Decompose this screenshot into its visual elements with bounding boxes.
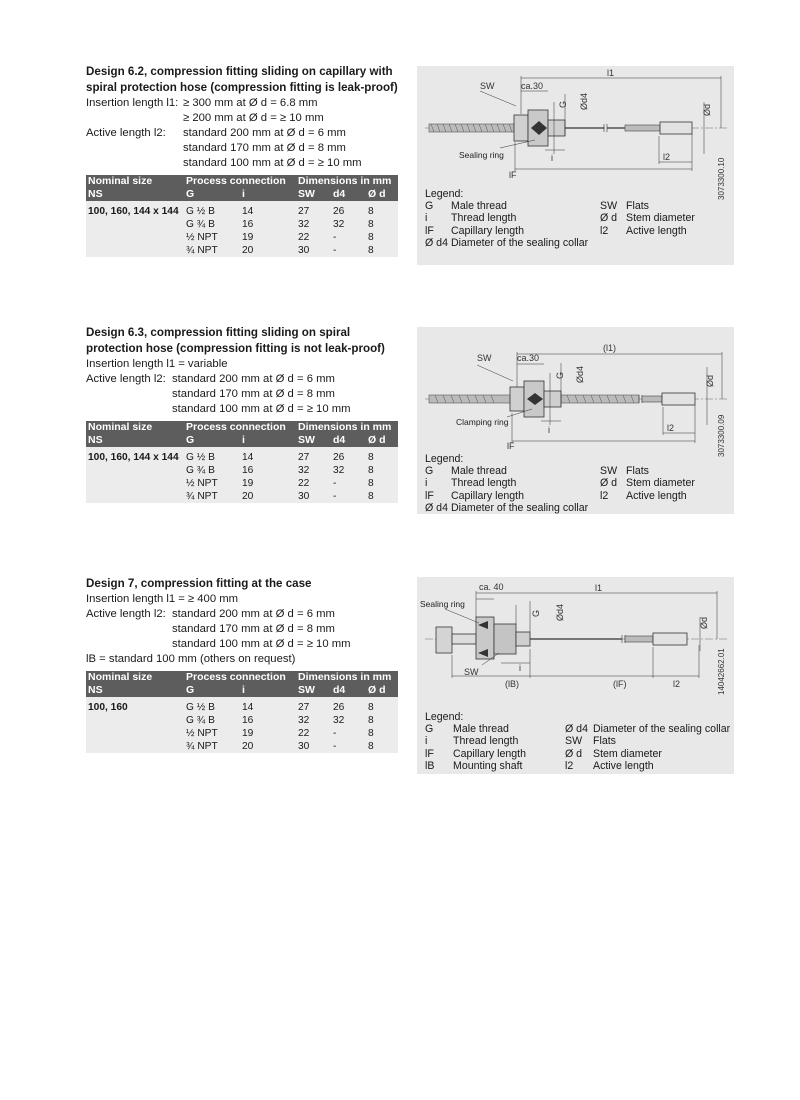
header-d: Ø d <box>368 434 386 446</box>
active-value: standard 100 mm at Ø d = ≥ 10 mm <box>183 157 362 169</box>
table-cell: 14 <box>240 203 296 218</box>
ns-cell: 100, 160 <box>86 699 184 714</box>
legend-text: Stem diameter <box>593 747 662 760</box>
design-7-diagram <box>417 577 734 774</box>
legend-symbol: lF <box>425 489 434 502</box>
table-cell: 32 <box>298 715 310 726</box>
table-row <box>86 231 398 244</box>
label-lf: lF <box>509 170 517 180</box>
table-cell: 20 <box>242 491 254 502</box>
table-cell: 30 <box>298 491 310 502</box>
header-d4: d4 <box>333 684 346 696</box>
label-d: Ød <box>699 616 709 629</box>
table-row <box>86 244 398 257</box>
label-d4: Ød4 <box>555 603 565 621</box>
table-cell: 19 <box>242 478 254 489</box>
table-cell: 22 <box>298 232 310 243</box>
label-d4: Ød4 <box>579 92 589 110</box>
table-row <box>86 218 398 231</box>
ns-cell: 100, 160, 144 x 144 <box>86 203 184 218</box>
dimensions-table <box>86 671 398 753</box>
legend-symbol: SW <box>600 200 618 213</box>
legend-text: Stem diameter <box>626 477 695 490</box>
label-ca: ca. 40 <box>479 582 504 592</box>
header-i: i <box>242 188 245 200</box>
design-6-3-text <box>86 325 406 503</box>
insertion-value: = variable <box>178 358 228 370</box>
table-cell: 16 <box>242 219 254 230</box>
header-sw: SW <box>298 684 315 696</box>
header-nominal-size: Nominal size <box>88 175 153 187</box>
legend-text: Flats <box>626 200 649 213</box>
legend-text: Stem diameter <box>626 212 695 225</box>
legend-text: Active length <box>593 759 654 772</box>
table-cell: 27 <box>296 203 331 218</box>
label-l2: l2 <box>667 423 675 433</box>
insertion-label: Insertion length l1 <box>86 593 176 605</box>
ns-cell: 100, 160, 144 x 144 <box>86 449 184 464</box>
doc-number: 14042662.01 <box>717 648 726 695</box>
table-cell: 8 <box>368 491 374 502</box>
header-g: G <box>186 188 195 200</box>
table-cell: ½ NPT <box>186 232 218 243</box>
table-cell: 8 <box>366 203 398 218</box>
header-ns: NS <box>88 188 103 200</box>
table-cell: 32 <box>333 715 345 726</box>
spec-block <box>86 592 406 667</box>
active-label: Active length l2: <box>86 373 166 385</box>
table-cell: 26 <box>331 449 366 464</box>
legend-text: Diameter of the sealing collar <box>451 236 589 249</box>
header-nominal-size: Nominal size <box>88 671 153 683</box>
table-cell: 32 <box>333 465 345 476</box>
active-value: standard 200 mm at Ø d = 6 mm <box>172 608 335 620</box>
header-process-connection: Process connection <box>186 175 286 187</box>
label-l2: l2 <box>673 679 681 689</box>
legend <box>425 453 725 514</box>
table-cell: 16 <box>242 465 254 476</box>
header-sw: SW <box>298 434 315 446</box>
header-nominal-size: Nominal size <box>88 421 153 433</box>
legend-symbol: l2 <box>600 489 609 502</box>
legend-text: Capillary length <box>451 489 525 502</box>
active-value: standard 170 mm at Ø d = 8 mm <box>172 388 335 400</box>
insertion-label: Insertion length l1 <box>86 358 176 370</box>
table-cell: - <box>333 728 337 739</box>
section-title: Design 6.3, compression fitting sliding on spiral protection hose (compression fitting is not leak-proof) <box>86 326 385 355</box>
table-row <box>86 714 398 727</box>
legend-text: Mounting shaft <box>453 759 523 772</box>
legend-text: Diameter of the sealing collar <box>451 501 589 514</box>
table-row <box>86 490 398 503</box>
header-dimensions: Dimensions in mm <box>298 421 392 433</box>
table-cell: - <box>333 478 337 489</box>
table-row <box>86 699 398 714</box>
header-ns: NS <box>88 434 103 446</box>
table-cell: 8 <box>368 245 374 256</box>
table-cell: 32 <box>298 465 310 476</box>
insertion-value: = ≥ 400 mm <box>178 593 239 605</box>
table-cell: - <box>333 245 337 256</box>
header-i: i <box>242 684 245 696</box>
legend-symbol: lF <box>425 224 434 237</box>
legend-text: Thread length <box>453 735 519 748</box>
label-g: G <box>558 100 568 108</box>
table-cell: 22 <box>298 728 310 739</box>
label-lf: (lF) <box>613 679 627 689</box>
active-label: Active length l2: <box>86 608 166 620</box>
table-cell: 27 <box>296 449 331 464</box>
table-cell: 8 <box>368 219 374 230</box>
legend-symbol: G <box>425 723 434 736</box>
header-d4: d4 <box>333 188 346 200</box>
table-cell: G ¾ B <box>186 219 215 230</box>
label-d: Ød <box>705 374 715 387</box>
table-cell: 20 <box>242 245 254 256</box>
label-l1: l1 <box>607 68 615 78</box>
section-title: Design 7, compression fitting at the case <box>86 577 312 590</box>
legend-title: Legend: <box>425 711 464 723</box>
label-l1: (l1) <box>603 343 616 353</box>
legend-title: Legend: <box>425 188 464 200</box>
legend-symbol: i <box>425 212 428 225</box>
header-ns: NS <box>88 684 103 696</box>
table-cell: 8 <box>368 728 374 739</box>
legend-symbol: l2 <box>565 759 574 772</box>
label-d: Ød <box>702 103 712 116</box>
section-title: Design 6.2, compression fitting sliding on capillary with spiral protection hose (compression fitting is leak-proof) <box>86 65 398 94</box>
table-row <box>86 740 398 753</box>
table-row <box>86 464 398 477</box>
legend-symbol: G <box>425 465 434 478</box>
table-cell: 27 <box>296 699 331 714</box>
legend-symbol: SW <box>565 735 583 748</box>
legend-text: Male thread <box>451 200 507 213</box>
legend-text: Capillary length <box>453 747 527 760</box>
label-ring: Sealing ring <box>420 599 465 609</box>
legend-text: Diameter of the sealing collar <box>593 723 731 736</box>
table-cell: G ½ B <box>184 203 240 218</box>
legend-symbol: G <box>425 200 434 213</box>
table-cell: G ¾ B <box>186 465 215 476</box>
header-d: Ø d <box>368 188 386 200</box>
header-sw: SW <box>298 188 315 200</box>
dimensions-table <box>86 421 398 503</box>
legend-symbol: Ø d <box>600 212 618 225</box>
legend-symbol: i <box>425 735 428 748</box>
table-cell: 8 <box>366 699 398 714</box>
legend-symbol: Ø d <box>565 747 583 760</box>
legend-symbol: SW <box>600 465 618 478</box>
dimensions-table <box>86 175 398 257</box>
table-cell: 14 <box>240 449 296 464</box>
label-l1: l1 <box>595 583 603 593</box>
table-cell: - <box>333 491 337 502</box>
insertion-label: Insertion length l1: <box>86 97 179 109</box>
label-d4: Ød4 <box>575 365 585 383</box>
header-d4: d4 <box>333 434 346 446</box>
table-cell: ¾ NPT <box>186 491 218 502</box>
label-sw: SW <box>477 353 492 363</box>
legend-text: Thread length <box>451 477 517 490</box>
label-i: i <box>551 153 553 163</box>
table-cell: 8 <box>368 715 374 726</box>
legend-text: Active length <box>626 224 687 237</box>
label-lf: lF <box>507 441 515 451</box>
label-ring: Sealing ring <box>459 150 504 160</box>
table-cell: ½ NPT <box>186 478 218 489</box>
legend-symbol: Ø d <box>600 477 618 490</box>
table-cell: 26 <box>331 203 366 218</box>
insertion-value: ≥ 300 mm at Ø d = 6.8 mm <box>183 97 318 109</box>
insertion-value: ≥ 200 mm at Ø d = ≥ 10 mm <box>183 112 324 124</box>
table-row <box>86 449 398 464</box>
table-cell: ¾ NPT <box>186 245 218 256</box>
legend-text: Capillary length <box>451 224 525 237</box>
header-dimensions: Dimensions in mm <box>298 671 392 683</box>
label-lb: (lB) <box>505 679 519 689</box>
table-row <box>86 203 398 218</box>
header-d: Ø d <box>368 684 386 696</box>
doc-number: 3073300.09 <box>717 414 726 457</box>
table-cell: 26 <box>331 699 366 714</box>
spec-block <box>86 96 406 171</box>
design-7-text <box>86 576 406 753</box>
table-cell: 14 <box>240 699 296 714</box>
legend-text: Flats <box>626 465 649 478</box>
table-cell: ¾ NPT <box>186 741 218 752</box>
table-cell: 22 <box>298 478 310 489</box>
legend <box>425 711 735 772</box>
active-value: standard 170 mm at Ø d = 8 mm <box>172 623 335 635</box>
table-cell: G ½ B <box>184 699 240 714</box>
table-cell: 30 <box>298 245 310 256</box>
label-g: G <box>555 371 565 379</box>
table-cell: 8 <box>368 465 374 476</box>
table-row <box>86 477 398 490</box>
table-cell: 8 <box>368 741 374 752</box>
design-6-2-diagram <box>417 66 734 265</box>
legend-text: Flats <box>593 735 616 748</box>
design-6-2-text <box>86 64 406 257</box>
label-ca: ca.30 <box>521 81 544 91</box>
legend-symbol: lF <box>425 747 434 760</box>
label-i: i <box>548 425 550 435</box>
legend-title: Legend: <box>425 453 464 465</box>
table-cell: 32 <box>333 219 345 230</box>
label-g: G <box>531 609 541 617</box>
label-sw: SW <box>480 81 495 91</box>
label-ring: Clamping ring <box>456 417 509 427</box>
header-dimensions: Dimensions in mm <box>298 175 392 187</box>
table-cell: 32 <box>298 219 310 230</box>
legend-text: Male thread <box>451 465 507 478</box>
table-cell: G ¾ B <box>186 715 215 726</box>
spec-block <box>86 357 406 417</box>
label-ca: ca.30 <box>517 353 540 363</box>
header-i: i <box>242 434 245 446</box>
header-process-connection: Process connection <box>186 421 286 433</box>
header-process-connection: Process connection <box>186 671 286 683</box>
legend-text: Thread length <box>451 212 517 225</box>
label-l2: l2 <box>663 152 671 162</box>
active-value: standard 100 mm at Ø d = ≥ 10 mm <box>172 638 351 650</box>
header-g: G <box>186 434 195 446</box>
legend-text: Active length <box>626 489 687 502</box>
active-value: standard 200 mm at Ø d = 6 mm <box>183 127 346 139</box>
active-label: Active length l2: <box>86 127 166 139</box>
legend-symbol: i <box>425 477 428 490</box>
label-sw: SW <box>464 667 479 677</box>
table-cell: 8 <box>368 478 374 489</box>
table-cell: 16 <box>242 715 254 726</box>
doc-number: 3073300.10 <box>717 157 726 200</box>
table-cell: 20 <box>242 741 254 752</box>
active-value: standard 100 mm at Ø d = ≥ 10 mm <box>172 403 351 415</box>
mounting-shaft-note: lB = standard 100 mm (others on request) <box>86 653 296 665</box>
table-cell: ½ NPT <box>186 728 218 739</box>
table-cell: 19 <box>242 232 254 243</box>
table-cell: - <box>333 741 337 752</box>
table-cell: 8 <box>368 232 374 243</box>
table-cell: - <box>333 232 337 243</box>
legend <box>425 188 725 249</box>
label-i: i <box>519 663 521 673</box>
table-cell: G ½ B <box>184 449 240 464</box>
legend-symbol: Ø d4 <box>565 723 588 736</box>
active-value: standard 170 mm at Ø d = 8 mm <box>183 142 346 154</box>
legend-symbol: lB <box>425 759 435 772</box>
active-value: standard 200 mm at Ø d = 6 mm <box>172 373 335 385</box>
table-row <box>86 727 398 740</box>
legend-symbol: Ø d4 <box>425 501 448 514</box>
legend-symbol: l2 <box>600 224 609 237</box>
legend-symbol: Ø d4 <box>425 236 448 249</box>
table-cell: 30 <box>298 741 310 752</box>
header-g: G <box>186 684 195 696</box>
legend-text: Male thread <box>453 723 509 736</box>
design-6-3-diagram <box>417 327 734 514</box>
table-cell: 8 <box>366 449 398 464</box>
table-cell: 19 <box>242 728 254 739</box>
